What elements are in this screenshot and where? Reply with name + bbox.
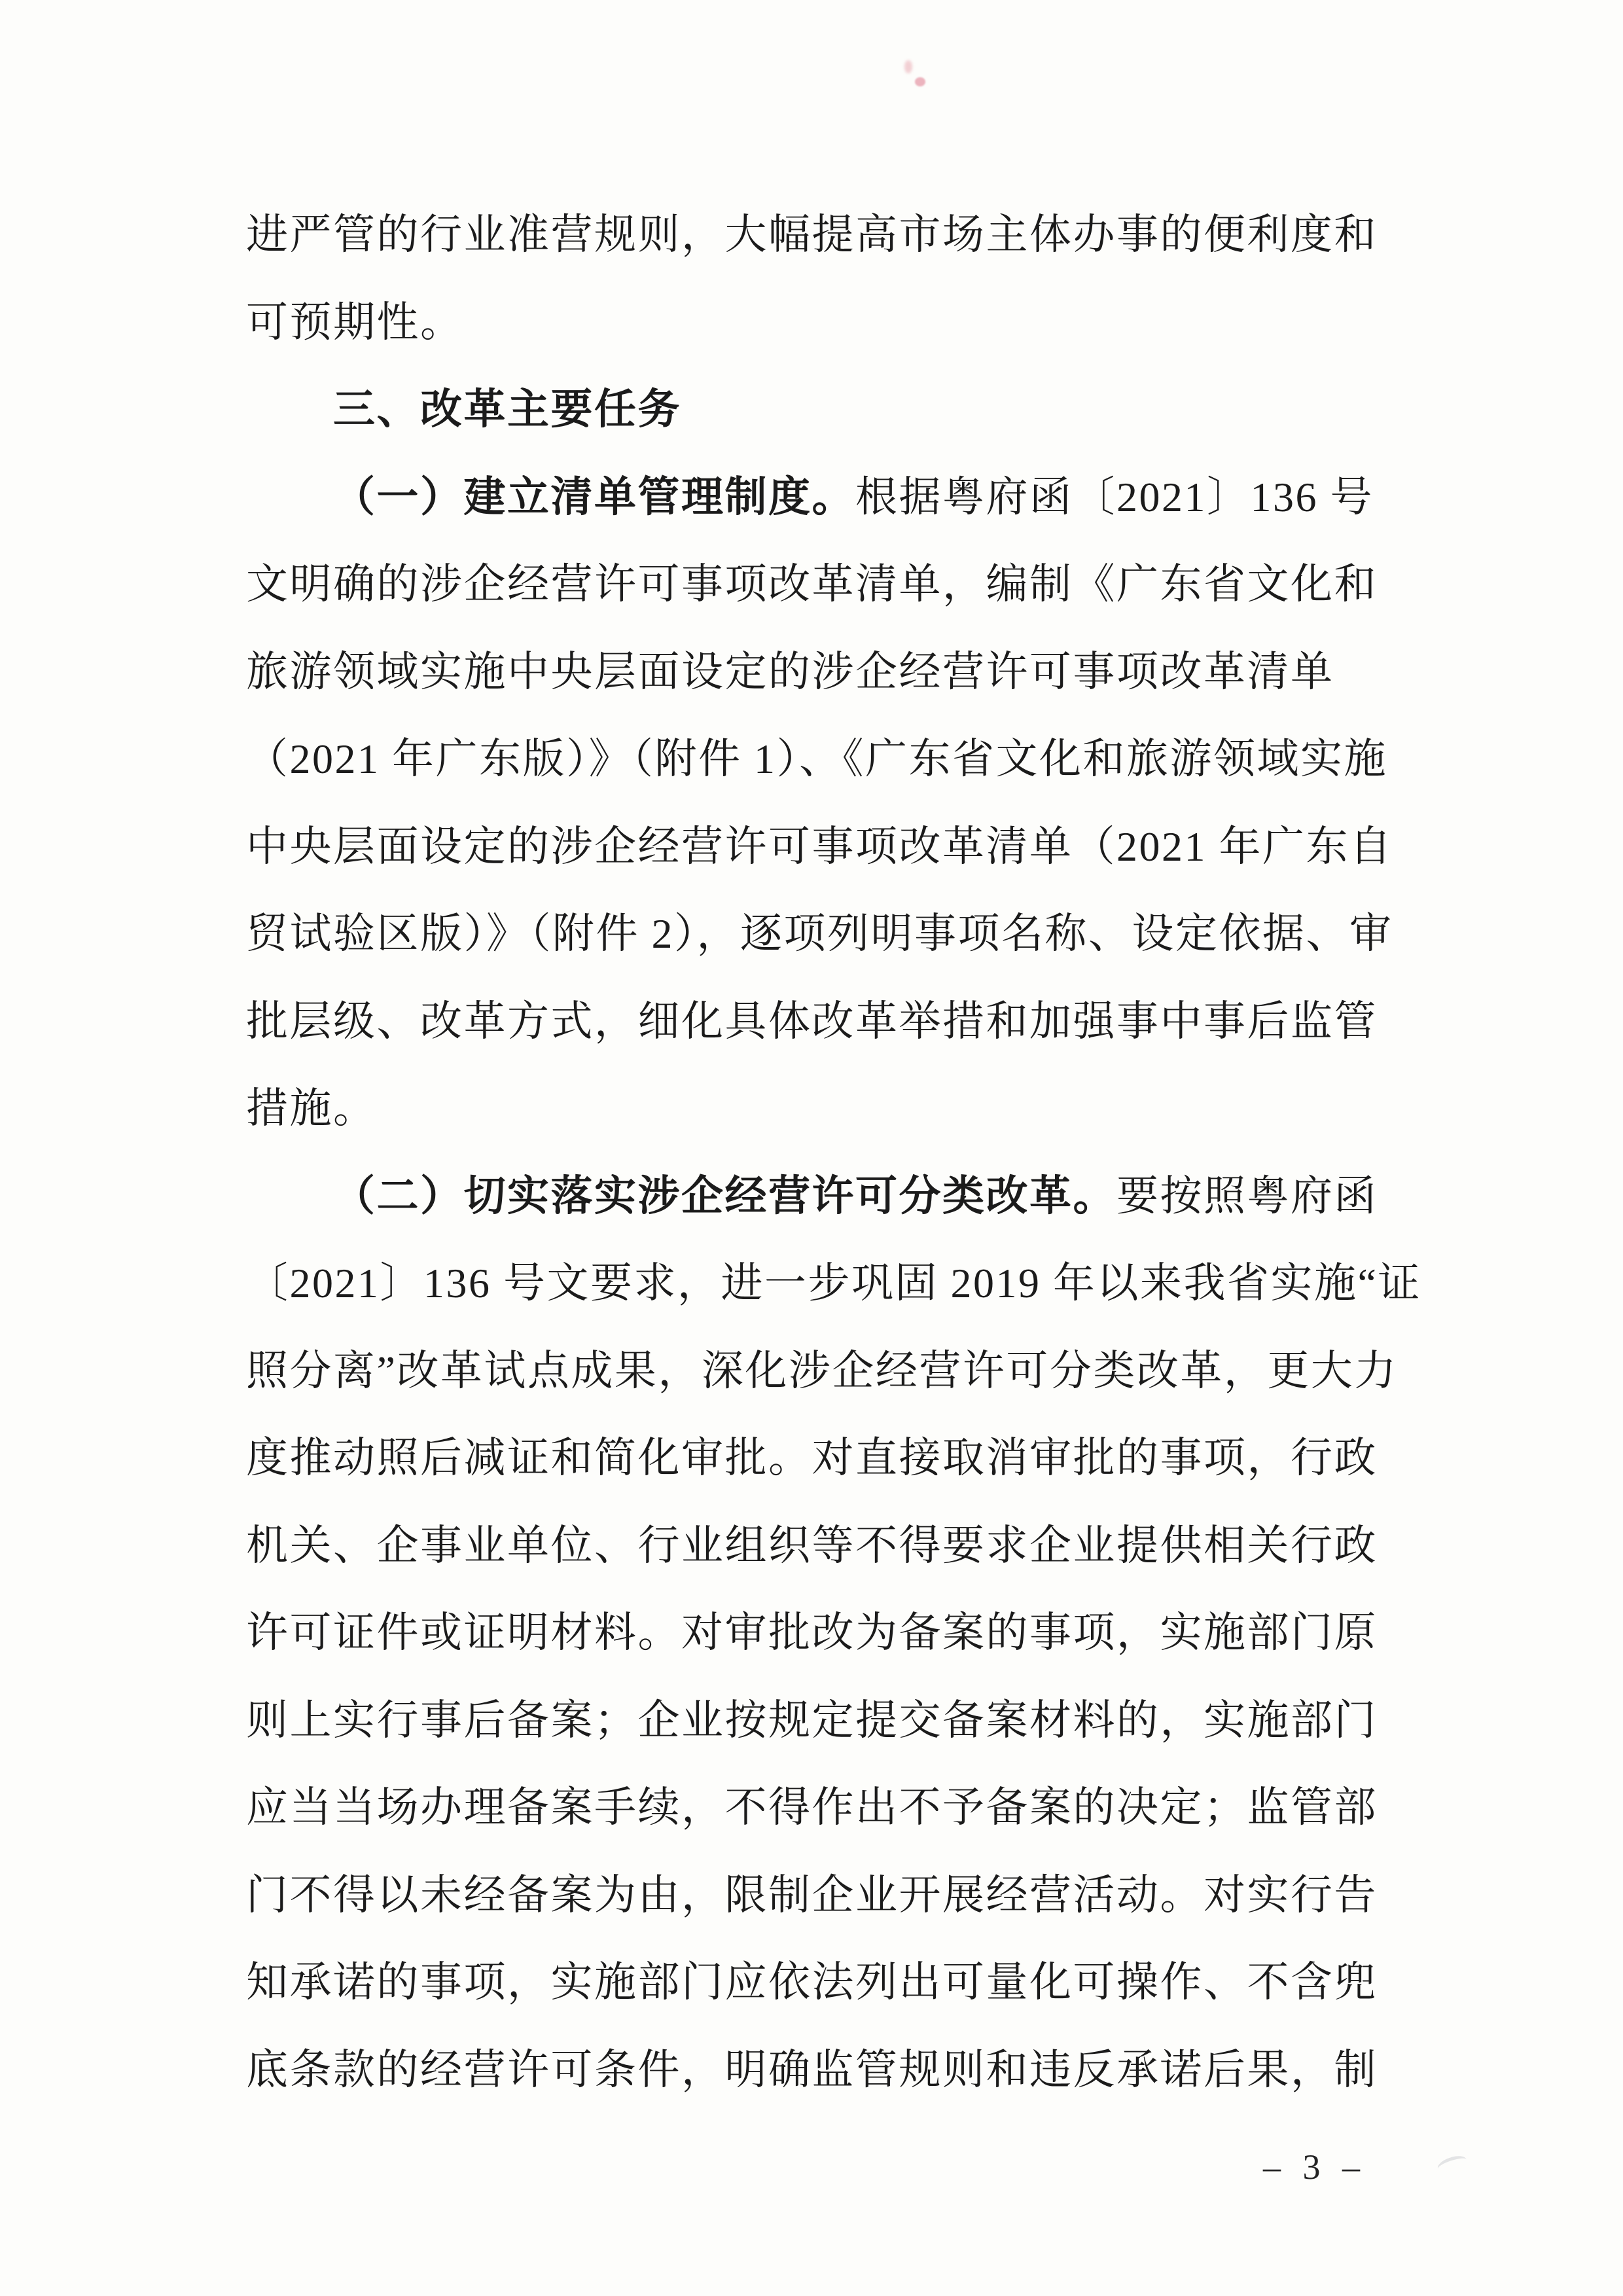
heading-text: 三、改革主要任务 bbox=[333, 386, 681, 433]
text-line bbox=[246, 1852, 1378, 1939]
text-line bbox=[246, 2026, 1378, 2114]
text-run: 则上实行事后备案；企业按规定提交备案材料的，实施部门 bbox=[246, 1696, 1378, 1744]
text-line bbox=[246, 1764, 1378, 1852]
paragraph-first-line bbox=[246, 454, 1378, 541]
section-heading bbox=[246, 366, 1378, 454]
text-line bbox=[246, 541, 1378, 628]
text-line bbox=[246, 191, 1378, 279]
paragraph-lead: （一）建立清单管理制度。 bbox=[333, 473, 855, 520]
text-run: 许可证件或证明材料。对审批改为备案的事项，实施部门原 bbox=[246, 1609, 1378, 1656]
text-line bbox=[246, 1939, 1378, 2026]
text-line bbox=[246, 978, 1378, 1066]
text-line bbox=[246, 803, 1393, 891]
scan-artifact bbox=[1436, 2153, 1469, 2175]
text-run: 根据粤府函〔2021〕136 号 bbox=[855, 473, 1374, 520]
text-run: 中央层面设定的涉企经营许可事项改革清单（2021 年广东自 bbox=[246, 823, 1393, 870]
text-run: 进严管的行业准营规则，大幅提高市场主体办事的便利度和 bbox=[246, 211, 1378, 258]
text-run: 应当当场办理备案手续，不得作出不予备案的决定；监管部 bbox=[246, 1784, 1378, 1831]
text-run: 贸试验区版）》（附件 2），逐项列明事项名称、设定依据、审 bbox=[246, 910, 1393, 957]
text-run: 底条款的经营许可条件，明确监管规则和违反承诺后果，制 bbox=[246, 2046, 1378, 2093]
text-line bbox=[246, 1065, 1378, 1153]
text-run: 照分离”改革试点成果，深化涉企经营许可分类改革，更大力 bbox=[246, 1347, 1398, 1394]
text-run: 〔2021〕136 号文要求，进一步巩固 2019 年以来我省实施“证 bbox=[246, 1260, 1421, 1306]
text-run: 批层级、改革方式，细化具体改革举措和加强事中事后监管 bbox=[246, 997, 1378, 1045]
text-run: 知承诺的事项，实施部门应依法列出可量化可操作、不含兜 bbox=[246, 1959, 1378, 2005]
text-run: 可预期性。 bbox=[246, 298, 464, 346]
text-run: 文明确的涉企经营许可事项改革清单，编制《广东省文化和 bbox=[246, 561, 1378, 607]
document-body bbox=[246, 191, 1421, 2113]
text-line bbox=[246, 1677, 1378, 1765]
text-run: （2021 年广东版）》（附件 1）、《广东省文化和旅游领域实施 bbox=[246, 736, 1387, 782]
scan-speckle bbox=[915, 77, 925, 86]
text-line bbox=[246, 890, 1393, 978]
text-run: 度推动照后减证和简化审批。对直接取消审批的事项，行政 bbox=[246, 1435, 1378, 1481]
text-line bbox=[246, 279, 1378, 367]
text-line bbox=[246, 715, 1387, 803]
text-line bbox=[246, 1589, 1378, 1677]
text-line bbox=[246, 628, 1378, 716]
scan-speckle bbox=[904, 60, 912, 73]
text-run: 旅游领域实施中央层面设定的涉企经营许可事项改革清单 bbox=[246, 648, 1334, 695]
text-line bbox=[246, 1502, 1378, 1590]
text-line bbox=[246, 1327, 1398, 1415]
text-run: 机关、企事业单位、行业组织等不得要求企业提供相关行政 bbox=[246, 1522, 1378, 1569]
text-run: 要按照粤府函 bbox=[1116, 1172, 1378, 1219]
paragraph-first-line bbox=[246, 1153, 1378, 1240]
text-line bbox=[246, 1240, 1421, 1327]
paragraph-lead: （二）切实落实涉企经营许可分类改革。 bbox=[333, 1172, 1116, 1219]
page-number: – 3 – bbox=[1263, 2147, 1366, 2187]
text-line bbox=[246, 1414, 1378, 1502]
text-run: 措施。 bbox=[246, 1085, 377, 1132]
text-run: 门不得以未经备案为由，限制企业开展经营活动。对实行告 bbox=[246, 1871, 1378, 1918]
